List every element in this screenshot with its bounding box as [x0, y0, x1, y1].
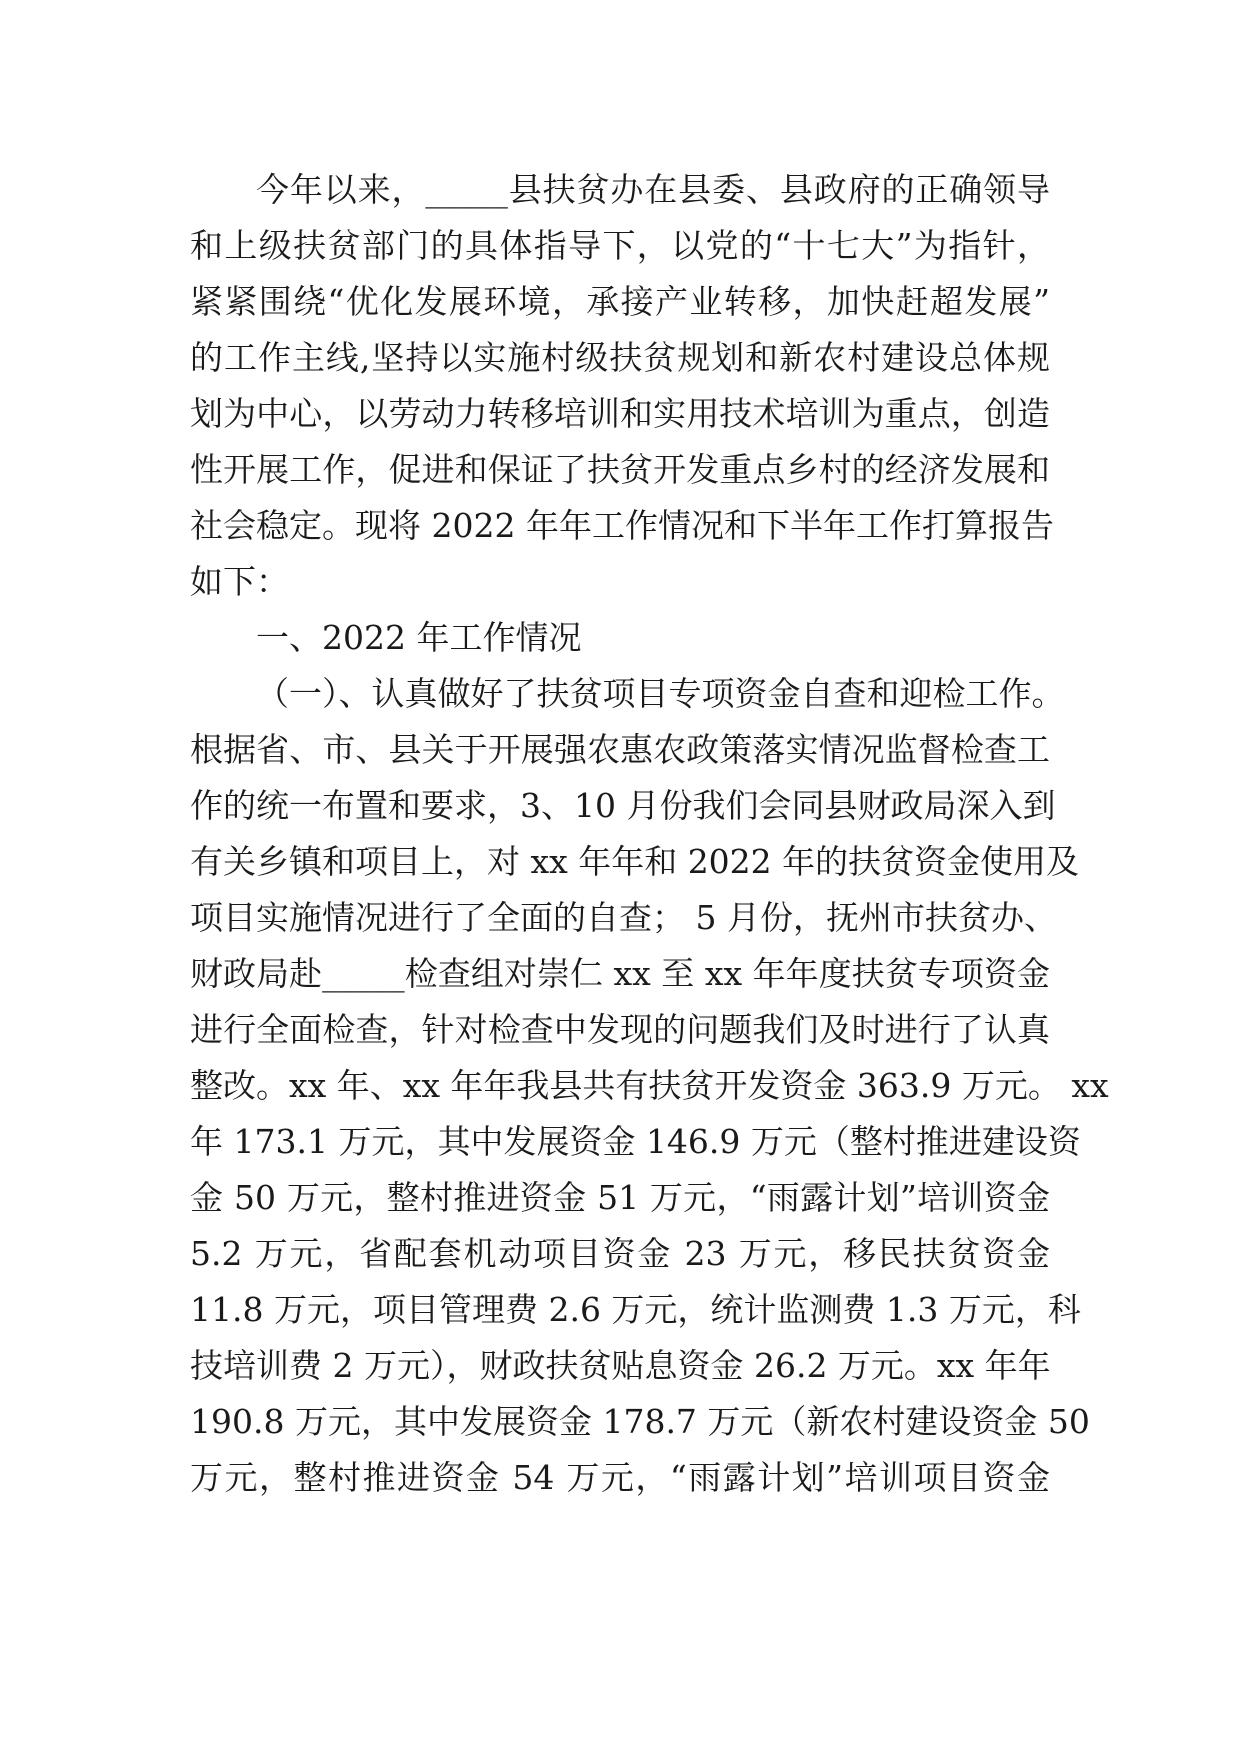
paragraph-funds-line-7: 进行全面检查，针对检查中发现的问题我们及时进行了认真 — [190, 1010, 1050, 1049]
paragraph-funds-line-8: 整改。xx 年、xx 年年我县共有扶贫开发资金 363.9 万元。 xx — [190, 1066, 1109, 1105]
paragraph-funds-line-9: 年 173.1 万元，其中发展资金 146.9 万元（整村推进建设资 — [190, 1122, 1081, 1161]
report-body — [190, 162, 1109, 1506]
paragraph-funds-line-11: 5.2 万元，省配套机动项目资金 23 万元，移民扶贫资金 — [190, 1234, 1050, 1273]
paragraph-intro-line-7: 社会稳定。现将 2022 年年工作情况和下半年工作打算报告 — [190, 506, 1054, 545]
paragraph-intro-line-8: 如下： — [190, 562, 289, 601]
paragraph-funds-line-2: 根据省、市、县关于开展强农惠农政策落实情况监督检查工 — [190, 730, 1050, 769]
paragraph-intro-line-6: 性开展工作，促进和保证了扶贫开发重点乡村的经济发展和 — [190, 450, 1050, 489]
paragraph-intro-line-5: 划为中心，以劳动力转移培训和实用技术培训为重点，创造 — [190, 394, 1050, 433]
paragraph-funds-line-1: （一）、认真做好了扶贫项目专项资金自查和迎检工作。 — [256, 674, 1065, 713]
section-heading: 一、2022 年工作情况 — [256, 618, 582, 657]
paragraph-funds-line-12: 11.8 万元，项目管理费 2.6 万元，统计监测费 1.3 万元，科 — [190, 1290, 1081, 1329]
paragraph-funds-line-5: 项目实施情况进行了全面的自查； 5 月份，抚州市扶贫办、 — [190, 898, 1057, 937]
paragraph-funds-line-3: 作的统一布置和要求，3、10 月份我们会同县财政局深入到 — [190, 786, 1056, 825]
paragraph-funds-line-13: 技培训费 2 万元），财政扶贫贴息资金 26.2 万元。xx 年年 — [190, 1346, 1051, 1385]
paragraph-funds-line-15: 万元，整村推进资金 54 万元，“雨露计划”培训项目资金 — [190, 1458, 1050, 1497]
paragraph-funds-line-10: 金 50 万元，整村推进资金 51 万元，“雨露计划”培训资金 — [190, 1178, 1050, 1217]
paragraph-funds-line-4: 有关乡镇和项目上，对 xx 年年和 2022 年的扶贫资金使用及 — [190, 842, 1080, 881]
paragraph-funds-line-6: 财政局赴_____检查组对崇仁 xx 至 xx 年年度扶贫专项资金 — [190, 954, 1050, 993]
paragraph-intro-line-1: 今年以来，_____县扶贫办在县委、县政府的正确领导 — [256, 170, 1050, 209]
paragraph-intro-line-4: 的工作主线,坚持以实施村级扶贫规划和新农村建设总体规 — [190, 338, 1050, 377]
paragraph-intro-line-3: 紧紧围绕“优化发展环境，承接产业转移，加快赶超发展” — [190, 282, 1050, 321]
paragraph-intro-line-2: 和上级扶贫部门的具体指导下，以党的“十七大”为指针， — [190, 226, 1050, 265]
paragraph-funds-line-14: 190.8 万元，其中发展资金 178.7 万元（新农村建设资金 50 — [190, 1402, 1090, 1441]
